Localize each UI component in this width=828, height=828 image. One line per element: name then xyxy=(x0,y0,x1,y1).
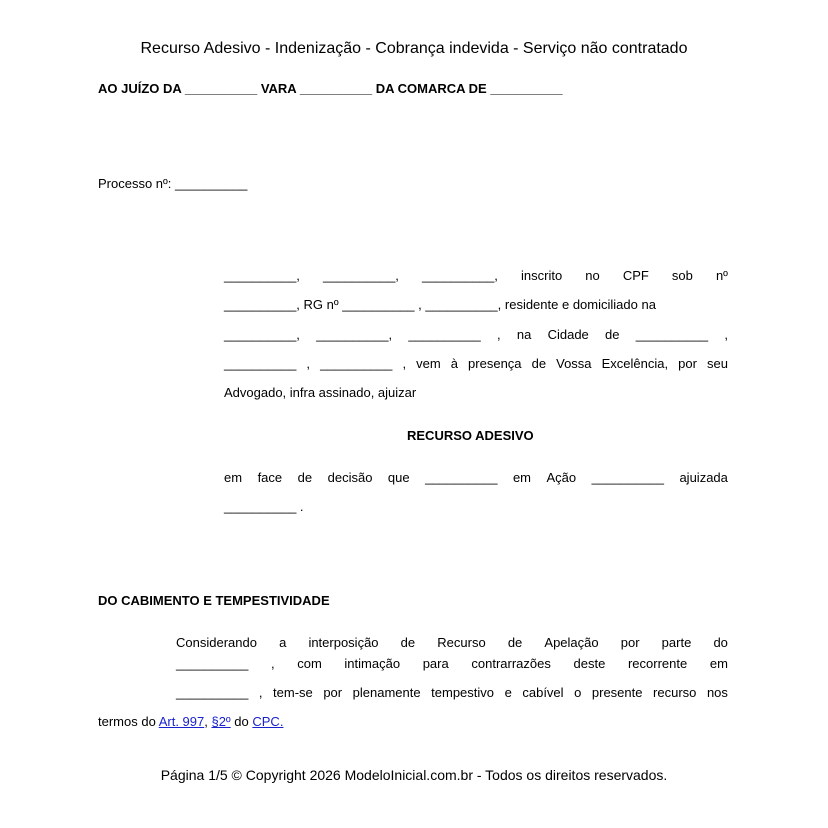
word: por xyxy=(323,685,343,700)
blank-field: __________ xyxy=(224,356,297,371)
word: CPF xyxy=(622,268,649,283)
word: contrarrazões xyxy=(471,656,551,671)
process-number: Processo nº: __________ xyxy=(98,176,248,191)
word: e xyxy=(504,685,512,700)
word: Ação xyxy=(546,470,577,485)
word: de xyxy=(507,635,523,650)
decision-line-1 xyxy=(224,470,728,485)
word: , xyxy=(724,327,728,342)
word: parte xyxy=(661,635,692,650)
word: de xyxy=(297,470,313,485)
page-footer: Página 1/5 © Copyright 2026 ModeloInicial.com.br - Todos os direitos reservados. xyxy=(160,767,668,783)
blank-field: __________, xyxy=(323,268,399,283)
link-art-997[interactable]: Art. 997 xyxy=(158,714,205,729)
section-title-recurso: RECURSO ADESIVO xyxy=(407,428,534,443)
word: Excelência, xyxy=(601,356,669,371)
word: face xyxy=(257,470,283,485)
word: inscrito xyxy=(521,268,563,283)
word: , xyxy=(258,685,263,700)
qualification-line-3 xyxy=(224,327,728,342)
qualification-line-2 xyxy=(224,297,728,312)
word: Vossa xyxy=(556,356,592,371)
section-heading-cabimento: DO CABIMENTO E TEMPESTIVIDADE xyxy=(98,593,330,608)
blank-field: __________, xyxy=(224,268,300,283)
qualification-line-1 xyxy=(224,268,728,283)
word: do xyxy=(713,635,728,650)
cabimento-line-1 xyxy=(176,635,728,650)
word: presença xyxy=(468,356,522,371)
word: cabível xyxy=(522,685,564,700)
qualification-text: __________, RG nº __________ , __________, residente e domiciliado na xyxy=(224,297,656,312)
word: , xyxy=(402,356,407,371)
word: vem xyxy=(416,356,441,371)
word: decisão xyxy=(327,470,373,485)
word: na xyxy=(516,327,532,342)
word: Considerando xyxy=(176,635,257,650)
word: que xyxy=(387,470,410,485)
court-heading: AO JUÍZO DA __________ VARA __________ DA COMARCA DE __________ xyxy=(98,81,563,96)
word: ajuizada xyxy=(679,470,728,485)
word: de xyxy=(605,327,620,342)
blank-field: __________ . xyxy=(224,499,304,514)
blank-field: __________ xyxy=(176,656,249,671)
word: o xyxy=(574,685,582,700)
word: em xyxy=(512,470,531,485)
word: Cidade xyxy=(547,327,589,342)
blank-field: __________ xyxy=(408,327,481,342)
blank-field: __________ xyxy=(591,470,664,485)
qualification-line-5 xyxy=(224,385,728,400)
word: tem-se xyxy=(273,685,313,700)
cabimento-line-2 xyxy=(176,656,728,671)
blank-field: __________, xyxy=(422,268,498,283)
word: seu xyxy=(707,356,728,371)
qualification-text: Advogado, infra assinado, ajuizar xyxy=(224,385,417,400)
document-title: Recurso Adesivo - Indenização - Cobrança indevida - Serviço não contratado xyxy=(140,40,688,57)
word: nos xyxy=(706,685,728,700)
link-paragraph-2[interactable]: §2º xyxy=(211,714,231,729)
link-cpc[interactable]: CPC. xyxy=(252,714,284,729)
word: tempestivo xyxy=(431,685,495,700)
word: de xyxy=(531,356,547,371)
word: intimação xyxy=(344,656,401,671)
word: para xyxy=(422,656,449,671)
word: de xyxy=(400,635,416,650)
word: nº xyxy=(715,268,728,283)
qualification-line-4 xyxy=(224,356,728,371)
decision-line-2 xyxy=(224,499,728,514)
word: com xyxy=(297,656,322,671)
blank-field: __________ xyxy=(635,327,709,342)
word: interposição xyxy=(308,635,379,650)
word: a xyxy=(279,635,287,650)
word: , xyxy=(306,356,310,371)
blank-field: __________ xyxy=(425,470,498,485)
word: à xyxy=(450,356,458,371)
word: em xyxy=(224,470,243,485)
word: , xyxy=(270,656,275,671)
word: presente xyxy=(591,685,643,700)
word: em xyxy=(709,656,728,671)
separator: do xyxy=(230,714,253,729)
blank-field: __________, xyxy=(224,327,300,342)
word: termos do xyxy=(98,714,159,729)
word: no xyxy=(585,268,600,283)
word: recorrente xyxy=(627,656,688,671)
word: recurso xyxy=(653,685,697,700)
cabimento-line-4 xyxy=(98,714,283,729)
word: , xyxy=(496,327,501,342)
word: sob xyxy=(671,268,693,283)
blank-field: __________ xyxy=(320,356,393,371)
word: deste xyxy=(573,656,606,671)
separator: , xyxy=(204,714,212,729)
blank-field: __________, xyxy=(316,327,393,342)
word: Apelação xyxy=(544,635,599,650)
cabimento-line-3 xyxy=(176,685,728,700)
blank-field: __________ xyxy=(176,685,249,700)
word: plenamente xyxy=(352,685,421,700)
word: Recurso xyxy=(437,635,486,650)
word: por xyxy=(620,635,640,650)
word: por xyxy=(678,356,697,371)
